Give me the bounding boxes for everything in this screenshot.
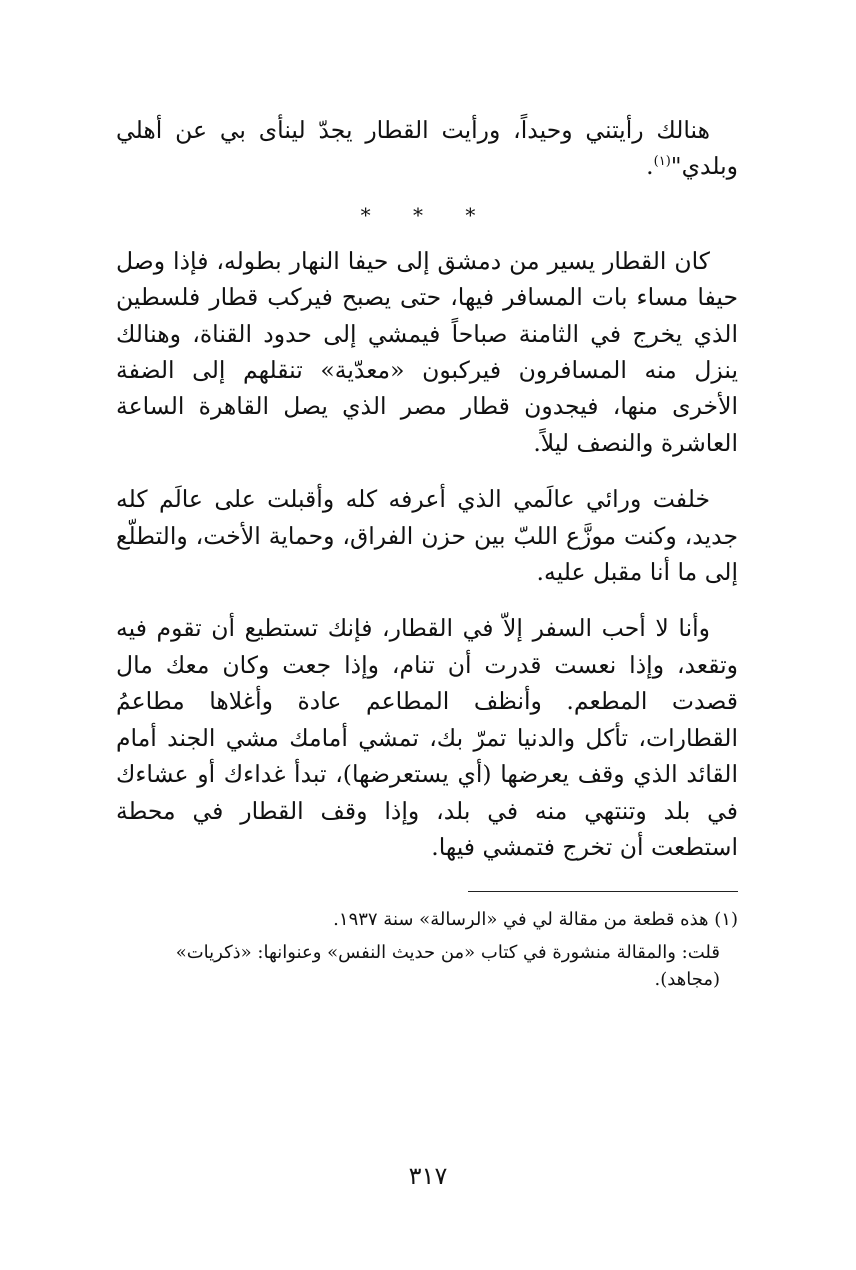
footnote-divider [468, 891, 738, 892]
paragraph-3: خلفت ورائي عالَمي الذي أعرفه كله وأقبلت على عالَم كله جديد، وكنت موزَّع اللبّ بين حزن الفراق، وحماية الأخت، والتطلّع إلى ما أنا مقبل عليه. [116, 485, 738, 587]
paragraph-2: كان القطار يسير من دمشق إلى حيفا النهار بطوله، فإذا وصل حيفا مساء بات المسافر فيها، حتى يصبح فيركب قطار فلسطين الذي يخرج في الثامنة صباحاً فيمشي إلى حدود القناة، وهنالك ينزل منه المسافرون فيركبون «معدّية» تنقلهم إلى الضفة الأخرى منها، فيجدون قطار مصر الذي يصل القاهرة الساعة العاشرة والنصف ليلاً. [116, 246, 738, 457]
paragraph-1-end: . [646, 152, 654, 181]
page-body [116, 112, 738, 999]
footnote-reference[interactable]: (١) [653, 154, 671, 170]
paragraph-4: وأنا لا أحب السفر إلاّ في القطار، فإنك تستطيع أن تقوم فيه وتقعد، وإذا نعست قدرت أن تنام، وإذا جعت وكان معك مال قصدت المطعم. وأنظف المطاعم عادة وأغلاها مطاعمُ القطارات، تأكل والدنيا تمرّ بك، تمشي أمامك مشي الجند أمام القائد الذي وقف يعرضها (أي يستعرضها)، تبدأ غداءك أو عشاءك في بلد وتنتهي منه في بلد، وإذا وقف القطار في محطة استطعت أن تخرج فتمشي فيها. [116, 614, 738, 861]
paragraph-1 [116, 112, 738, 185]
paragraph-gap [116, 590, 738, 610]
paragraph-gap [116, 461, 738, 481]
page-number: ٣١٧ [408, 1162, 448, 1190]
section-separator: * * * [360, 202, 494, 227]
paragraph-1-text: هنالك رأيتني وحيداً، ورأيت القطار يجدّ لينأى بي عن أهلي وبلدي" [116, 116, 738, 181]
footnote-2: قلت: والمقالة منشورة في كتاب «من حديث النفس» وعنوانها: «ذكريات» (مجاهد). [175, 942, 720, 991]
footnote-1: (١) هذه قطعة من مقالة لي في «الرسالة» سنة ١٩٣٧. [333, 909, 738, 931]
